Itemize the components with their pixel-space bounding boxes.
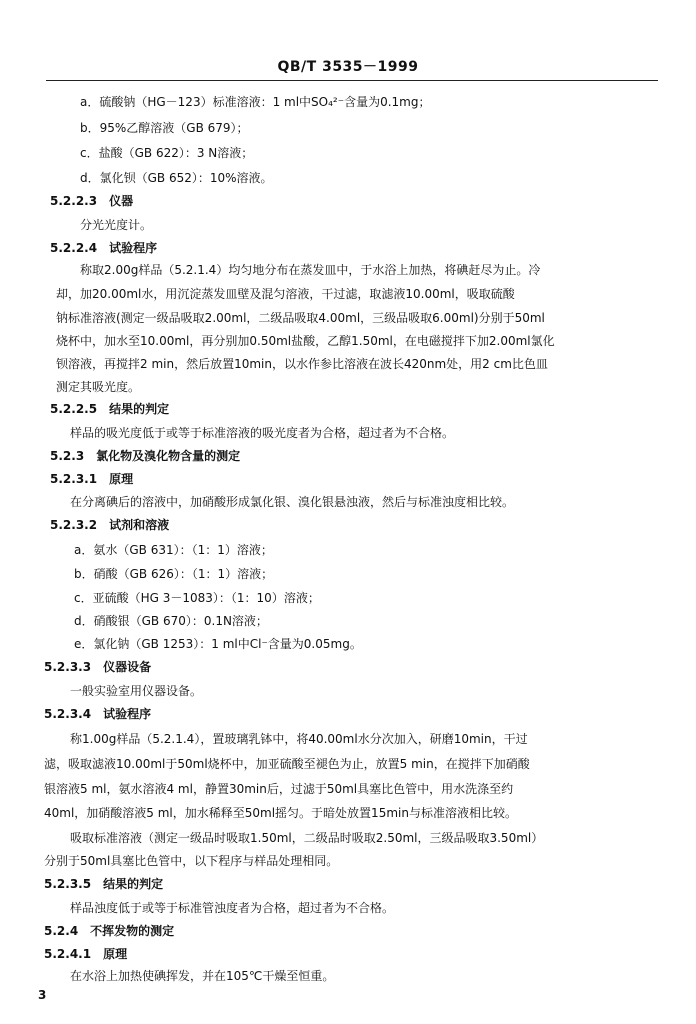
- paragraph-line: 测定其吸光度。: [56, 380, 141, 394]
- section-heading-5-2-3-5: 5.2.3.5 结果的判定: [44, 877, 164, 891]
- paragraph-line: 在分离碘后的溶液中，加硝酸形成氯化银、溴化银悬浊液，然后与标准浊度相比较。: [70, 495, 515, 509]
- paragraph-line: 钡溶液，再搅拌2 min，然后放置10min，以水作参比溶液在波长420nm处，用2 cm比色皿: [56, 357, 548, 371]
- section-heading-5-2-3-3: 5.2.3.3 仪器设备: [44, 660, 152, 674]
- reagent-d-silver-nitrate: d．硝酸银（GB 670）：0.1N溶液；: [74, 614, 268, 628]
- paragraph-line: 滤，吸取滤液10.00ml于50ml烧杯中，加亚硫酸至褪色为止，放置5 min，在搅拌下加硝酸: [44, 757, 530, 771]
- reagent-b-ethanol: b．95%乙醇溶液（GB 679）；: [80, 121, 249, 135]
- reagent-a-ammonia: a．氨水（GB 631）：（1：1）溶液；: [74, 543, 273, 557]
- section-heading-5-2-4-1: 5.2.4.1 原理: [44, 947, 128, 961]
- paragraph-line: 银溶液5 ml，氨水溶液4 ml，静置30min后，过滤于50ml具塞比色管中，用水洗涤至约: [44, 782, 514, 796]
- reagent-a-sodium-sulfate: a．硫酸钠（HG－123）标准溶液：1 ml中SO₄²⁻含量为0.1mg；: [80, 95, 431, 109]
- page-number: 3: [38, 988, 47, 1002]
- section-heading-5-2-2-5: 5.2.2.5 结果的判定: [50, 402, 170, 416]
- paragraph-line: 钠标准溶液(测定一级品吸取2.00ml，二级品吸取4.00ml，三级品吸取6.00ml)分别于50ml: [56, 311, 545, 325]
- paragraph-line: 一般实验室用仪器设备。: [70, 684, 203, 698]
- paragraph-line: 吸取标准溶液（测定一级品时吸取1.50ml，二级品时吸取2.50ml，三级品吸取3.50ml）: [70, 831, 544, 845]
- paragraph-line: 分光光度计。: [80, 218, 153, 232]
- section-heading-5-2-3-1: 5.2.3.1 原理: [50, 472, 134, 486]
- reagent-d-barium-chloride: d．氯化钡（GB 652）：10%溶液。: [80, 171, 273, 185]
- section-heading-5-2-3: 5.2.3 氯化物及溴化物含量的测定: [50, 449, 241, 463]
- standard-code-header: QB/T 3535－1999: [277, 59, 419, 75]
- paragraph-line: 称1.00g样品（5.2.1.4），置玻璃乳钵中，将40.00ml水分次加入，研磨10min，干过: [70, 732, 528, 746]
- paragraph-line: 称取2.00g样品（5.2.1.4）均匀地分布在蒸发皿中，于水浴上加热，将碘赶尽为止。冷: [80, 263, 541, 277]
- section-heading-5-2-2-4: 5.2.2.4 试验程序: [50, 241, 158, 255]
- reagent-e-sodium-chloride: e．氯化钠（GB 1253）：1 ml中Cl⁻含量为0.05mg。: [74, 637, 362, 651]
- paragraph-line: 样品浊度低于或等于标准管浊度者为合格，超过者为不合格。: [70, 901, 395, 915]
- paragraph-line: 分别于50ml具塞比色管中，以下程序与样品处理相同。: [44, 854, 339, 868]
- paragraph-line: 在水浴上加热使碘挥发，并在105℃干燥至恒重。: [70, 969, 335, 983]
- paragraph-line: 却，加20.00ml水，用沉淀蒸发皿壁及混匀溶液，干过滤，取滤液10.00ml，吸取硫酸: [56, 287, 515, 301]
- section-heading-5-2-4: 5.2.4 不挥发物的测定: [44, 924, 175, 938]
- section-heading-5-2-3-4: 5.2.3.4 试验程序: [44, 707, 152, 721]
- section-heading-5-2-3-2: 5.2.3.2 试剂和溶液: [50, 518, 170, 532]
- paragraph-line: 样品的吸光度低于或等于标准溶液的吸光度者为合格，超过者为不合格。: [70, 426, 455, 440]
- paragraph-line: 40ml，加硝酸溶液5 ml，加水稀释至50ml摇匀。于暗处放置15min与标准溶液相比较。: [44, 806, 517, 820]
- header-rule: [46, 80, 658, 81]
- reagent-b-nitric-acid: b．硝酸（GB 626）：（1：1）溶液；: [74, 567, 274, 581]
- section-heading-5-2-2-3: 5.2.2.3 仪器: [50, 194, 134, 208]
- reagent-c-hydrochloric-acid: c．盐酸（GB 622）：3 N溶液；: [80, 146, 254, 160]
- reagent-c-sulfurous-acid: c．亚硫酸（HG 3－1083）：（1：10）溶液；: [74, 591, 320, 605]
- paragraph-line: 烧杯中，加水至10.00ml，再分别加0.50ml盐酸，乙醇1.50ml，在电磁搅拌下加2.00ml氯化: [56, 334, 555, 348]
